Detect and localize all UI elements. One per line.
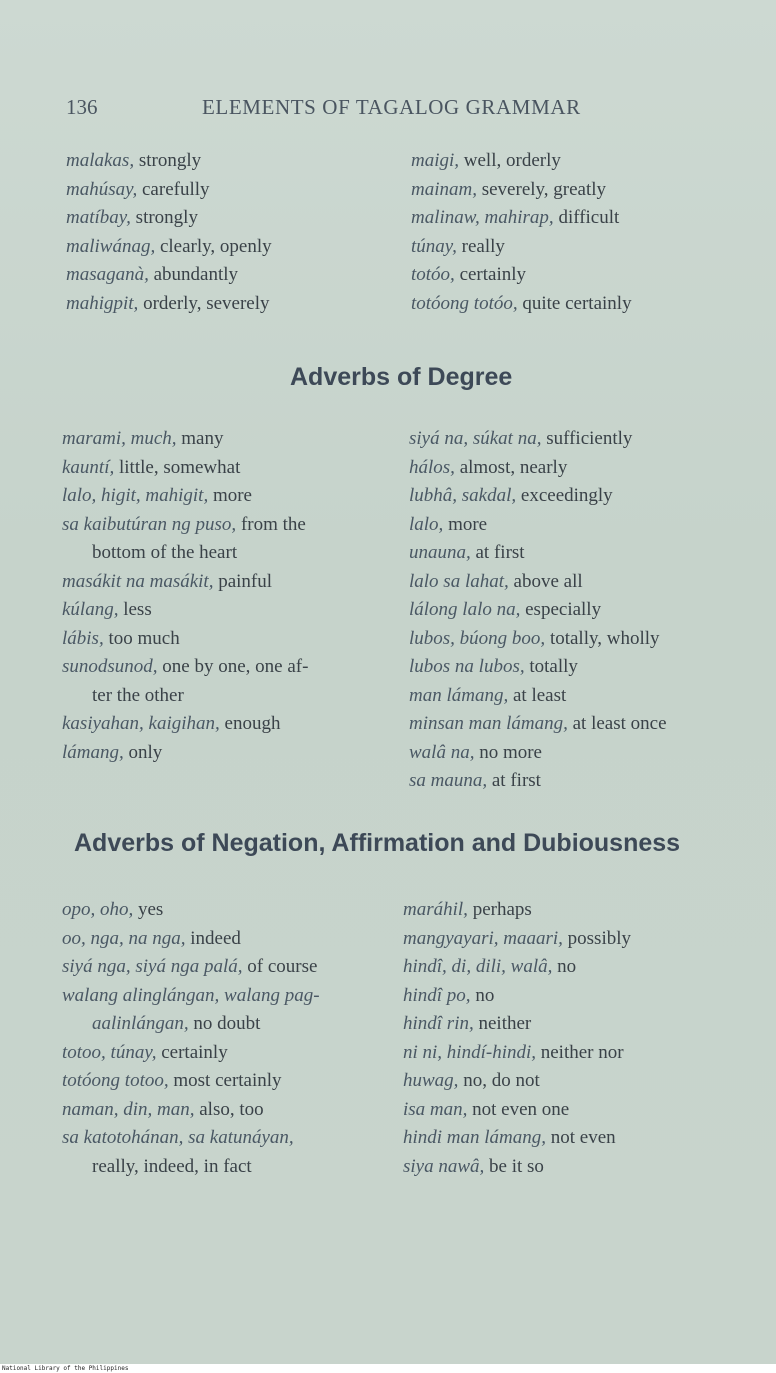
- glossary-entry: [62, 425, 407, 454]
- glossary-entry: [403, 1010, 743, 1039]
- english-gloss: at least: [508, 684, 567, 706]
- glossary-entry: [409, 710, 749, 739]
- glossary-entry: [403, 1096, 743, 1125]
- tagalog-term: hindi man lámang,: [403, 1127, 547, 1148]
- running-title: ELEMENTS OF TAGALOG GRAMMAR: [202, 95, 581, 119]
- english-gloss: difficult: [553, 207, 620, 228]
- glossary-entry: [66, 261, 411, 290]
- glossary-entry: [409, 482, 749, 511]
- glossary-entry: [411, 204, 741, 233]
- glossary-entry: [409, 454, 749, 483]
- tagalog-term: mainam,: [411, 178, 477, 200]
- tagalog-term: mahigpit,: [66, 292, 139, 314]
- english-gloss: above all: [508, 570, 583, 592]
- glossary-entry: [62, 1096, 407, 1125]
- english-gloss: really, indeed, in fact: [92, 1155, 252, 1177]
- glossary-entry: [411, 176, 741, 205]
- tagalog-term: siya nawâ,: [403, 1155, 485, 1177]
- heading-adverbs-of-negation: Adverbs of Negation, Affirmation and Dubiousness: [74, 829, 681, 857]
- english-gloss: quite certainly: [517, 292, 632, 314]
- english-gloss: at first: [487, 770, 541, 791]
- english-gloss: indeed: [185, 927, 241, 949]
- section1-left-column: [66, 147, 411, 318]
- english-gloss: one by one, one af-: [157, 656, 309, 677]
- tagalog-term: lámang,: [62, 741, 124, 763]
- glossary-entry: [403, 982, 743, 1011]
- tagalog-term: sa kaibutúran ng puso,: [62, 513, 237, 535]
- english-gloss: also, too: [194, 1098, 264, 1120]
- glossary-entry: [409, 425, 749, 454]
- tagalog-term: malakas,: [66, 150, 135, 171]
- glossary-entry: [66, 176, 411, 205]
- english-gloss: more: [208, 485, 252, 506]
- tagalog-term: lubos, búong boo,: [409, 627, 546, 649]
- glossary-entry: [411, 290, 741, 319]
- english-gloss: too much: [103, 627, 180, 649]
- tagalog-term: maráhil,: [403, 899, 468, 920]
- tagalog-term: minsan man lámang,: [409, 713, 568, 734]
- glossary-entry: [62, 925, 407, 954]
- tagalog-term: totóo,: [411, 264, 455, 285]
- tagalog-term: oo, nga, na nga,: [62, 927, 186, 949]
- english-gloss: at first: [470, 542, 525, 563]
- glossary-entry: [66, 233, 411, 262]
- english-gloss: well, orderly: [459, 150, 561, 171]
- glossary-entry: [62, 982, 407, 1011]
- english-gloss: most certainly: [168, 1070, 282, 1091]
- library-credit: National Library of the Philippines: [0, 1364, 776, 1373]
- tagalog-term: masákit na masákit,: [62, 570, 214, 592]
- tagalog-term: marami, much,: [62, 428, 177, 449]
- heading-adverbs-of-degree: Adverbs of Degree: [290, 363, 513, 391]
- glossary-entry: [411, 261, 741, 290]
- tagalog-term: siyá nga, siyá nga palá,: [62, 956, 243, 977]
- english-gloss: abundantly: [148, 264, 239, 285]
- tagalog-term: lábis,: [62, 627, 104, 649]
- english-gloss: of course: [242, 956, 318, 977]
- english-gloss: certainly: [454, 264, 527, 285]
- glossary-entry: [66, 147, 411, 176]
- tagalog-term: aalinlángan,: [92, 1013, 189, 1034]
- english-gloss: strongly: [130, 207, 198, 228]
- english-gloss: no, do not: [458, 1070, 540, 1091]
- english-gloss: orderly, severely: [138, 292, 270, 314]
- glossary-entry: [403, 1124, 743, 1153]
- page-header: [66, 95, 626, 125]
- english-gloss: almost, nearly: [454, 456, 568, 478]
- tagalog-term: malinaw, mahirap,: [411, 207, 554, 228]
- tagalog-term: ni ni, hindí-hindi,: [403, 1041, 536, 1063]
- glossary-entry: [62, 596, 407, 625]
- english-gloss: especially: [520, 599, 602, 620]
- tagalog-term: lubos na lubos,: [409, 656, 525, 677]
- tagalog-term: lalo sa lahat,: [409, 570, 509, 592]
- glossary-entry: [62, 1010, 407, 1039]
- glossary-entry: [62, 511, 407, 540]
- glossary-entry: [403, 1153, 743, 1182]
- english-gloss: enough: [219, 713, 281, 734]
- english-gloss: certainly: [156, 1041, 228, 1063]
- tagalog-term: totóong totóo,: [411, 292, 518, 314]
- tagalog-term: hindî po,: [403, 984, 471, 1006]
- english-gloss: many: [176, 428, 224, 449]
- glossary-entry: [409, 596, 749, 625]
- glossary-entry: [409, 568, 749, 597]
- english-gloss: no more: [474, 741, 542, 763]
- glossary-entry: [62, 454, 407, 483]
- english-gloss: little, somewhat: [114, 456, 241, 478]
- glossary-entry: [403, 1039, 743, 1068]
- tagalog-term: sunodsunod,: [62, 656, 158, 677]
- glossary-entry: [62, 710, 407, 739]
- glossary-entry: [411, 147, 741, 176]
- english-gloss: yes: [133, 899, 164, 920]
- english-gloss: painful: [213, 570, 273, 592]
- tagalog-term: kasiyahan, kaigihan,: [62, 713, 220, 734]
- glossary-entry: [62, 1153, 407, 1182]
- english-gloss: exceedingly: [516, 485, 613, 506]
- glossary-entry: [62, 568, 407, 597]
- glossary-entry: [62, 953, 407, 982]
- tagalog-term: túnay,: [411, 235, 457, 257]
- glossary-entry: [62, 1124, 407, 1153]
- tagalog-term: lalo, higit, mahigit,: [62, 485, 209, 506]
- glossary-entry: [62, 539, 407, 568]
- tagalog-term: siyá na, súkat na,: [409, 428, 542, 449]
- english-gloss: totally: [524, 656, 578, 677]
- tagalog-term: totoo, túnay,: [62, 1041, 157, 1063]
- english-gloss: not even: [546, 1127, 616, 1148]
- glossary-entry: [403, 925, 743, 954]
- tagalog-term: mahúsay,: [66, 178, 138, 200]
- page-number: 136: [66, 95, 98, 119]
- tagalog-term: matíbay,: [66, 207, 131, 228]
- tagalog-term: maigi,: [411, 150, 460, 171]
- english-gloss: not even one: [467, 1098, 570, 1120]
- glossary-entry: [409, 511, 749, 540]
- tagalog-term: kauntí,: [62, 456, 115, 478]
- english-gloss: strongly: [134, 150, 202, 171]
- glossary-entry: [409, 625, 749, 654]
- english-gloss: carefully: [137, 178, 210, 200]
- glossary-entry: [403, 896, 743, 925]
- glossary-entry: [409, 739, 749, 768]
- english-gloss: clearly, openly: [155, 235, 272, 257]
- tagalog-term: kúlang,: [62, 599, 119, 620]
- tagalog-term: isa man,: [403, 1098, 468, 1120]
- glossary-entry: [409, 539, 749, 568]
- english-gloss: ter the other: [92, 684, 184, 706]
- section1-right-column: [411, 147, 741, 318]
- english-gloss: perhaps: [467, 899, 532, 920]
- english-gloss: no: [470, 984, 495, 1006]
- glossary-entry: [409, 767, 749, 796]
- tagalog-term: lubhâ, sakdal,: [409, 485, 517, 506]
- glossary-entry: [66, 204, 411, 233]
- glossary-entry: [62, 625, 407, 654]
- glossary-entry: [409, 682, 749, 711]
- tagalog-term: masaganà,: [66, 264, 149, 285]
- english-gloss: really: [456, 235, 505, 257]
- english-gloss: severely, greatly: [476, 178, 607, 200]
- english-gloss: less: [118, 599, 152, 620]
- tagalog-term: lalo,: [409, 513, 444, 535]
- section2-left-column: [62, 425, 407, 767]
- tagalog-term: lálong lalo na,: [409, 599, 521, 620]
- english-gloss: no doubt: [188, 1013, 261, 1034]
- glossary-entry: [62, 1039, 407, 1068]
- tagalog-term: man lámang,: [409, 684, 509, 706]
- tagalog-term: maliwánag,: [66, 235, 156, 257]
- tagalog-term: sa katotohánan, sa katunáyan,: [62, 1127, 294, 1148]
- glossary-entry: [403, 1067, 743, 1096]
- glossary-entry: [66, 290, 411, 319]
- english-gloss: bottom of the heart: [92, 542, 238, 563]
- tagalog-term: huwag,: [403, 1070, 459, 1091]
- tagalog-term: totóong totoo,: [62, 1070, 169, 1091]
- glossary-entry: [62, 653, 407, 682]
- glossary-entry: [409, 653, 749, 682]
- tagalog-term: walâ na,: [409, 741, 475, 763]
- english-gloss: from the: [236, 513, 306, 535]
- english-gloss: neither: [473, 1013, 532, 1034]
- glossary-entry: [62, 682, 407, 711]
- tagalog-term: walang alinglángan, walang pag-: [62, 984, 320, 1006]
- english-gloss: at least once: [567, 713, 667, 734]
- english-gloss: only: [123, 741, 163, 763]
- glossary-entry: [403, 953, 743, 982]
- tagalog-term: hálos,: [409, 456, 455, 478]
- english-gloss: more: [443, 513, 488, 535]
- tagalog-term: mangyayari, maaari,: [403, 927, 563, 949]
- english-gloss: possibly: [562, 927, 632, 949]
- section3-right-column: [403, 896, 743, 1181]
- section3-left-column: [62, 896, 407, 1181]
- glossary-entry: [62, 896, 407, 925]
- glossary-entry: [62, 1067, 407, 1096]
- glossary-entry: [411, 233, 741, 262]
- tagalog-term: hindî, di, dili, walâ,: [403, 956, 553, 977]
- english-gloss: neither nor: [536, 1041, 624, 1063]
- glossary-entry: [62, 739, 407, 768]
- english-gloss: be it so: [484, 1155, 544, 1177]
- tagalog-term: unauna,: [409, 542, 471, 563]
- glossary-entry: [62, 482, 407, 511]
- tagalog-term: sa mauna,: [409, 770, 488, 791]
- tagalog-term: naman, din, man,: [62, 1098, 195, 1120]
- tagalog-term: hindî rin,: [403, 1013, 474, 1034]
- english-gloss: totally, wholly: [545, 627, 660, 649]
- tagalog-term: opo, oho,: [62, 899, 134, 920]
- section2-right-column: [409, 425, 749, 796]
- english-gloss: no: [552, 956, 577, 977]
- english-gloss: sufficiently: [541, 428, 633, 449]
